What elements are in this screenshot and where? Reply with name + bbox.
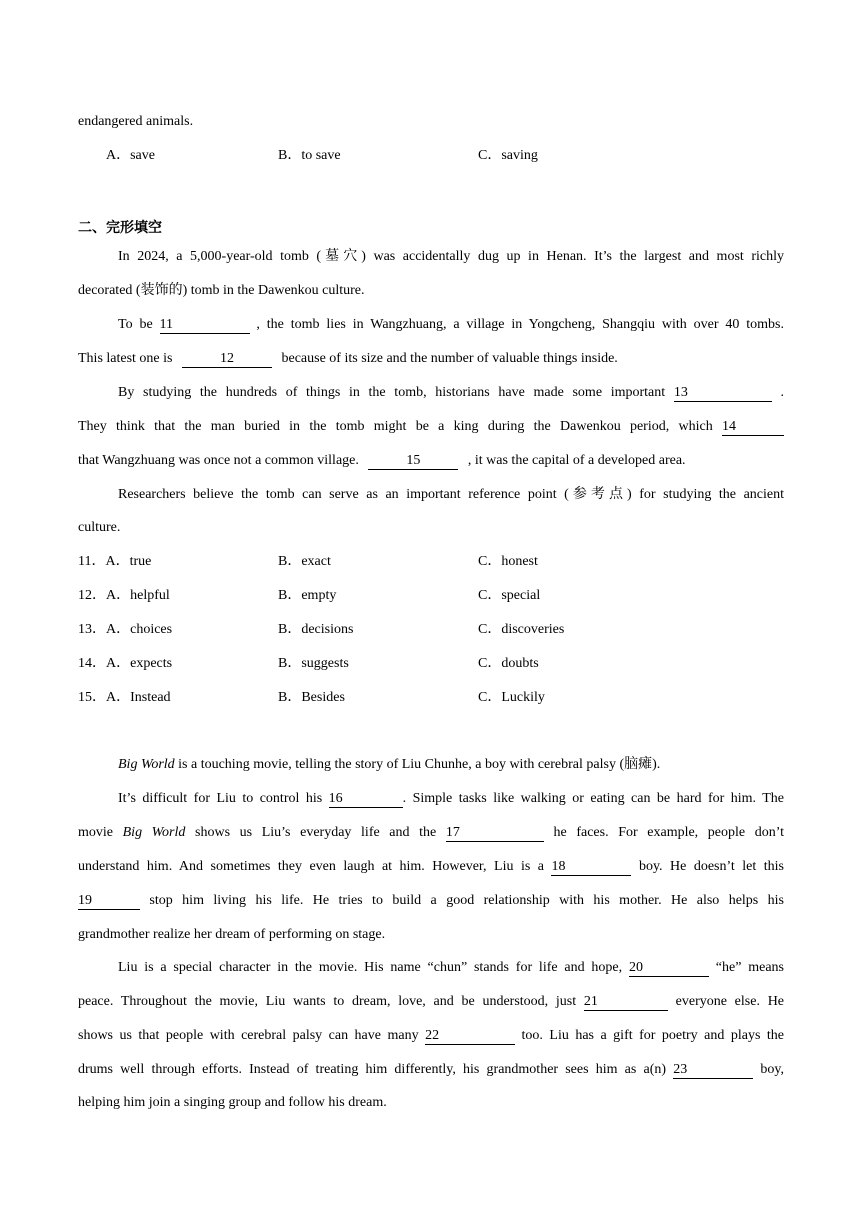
p7-line-4 (78, 1060, 784, 1080)
blank-21: 21 (584, 994, 668, 1011)
text-run: , it was the capital of a developed area. (467, 453, 686, 468)
blank-19: 19 (78, 893, 140, 910)
text-run: By studying the hundreds of things in the tomb, historians have made some important (118, 385, 666, 400)
blank-16: 16 (329, 791, 403, 808)
q13-option-a: 13．A．choices (78, 622, 173, 637)
text-run: that Wangzhuang was once not a common village. (78, 453, 359, 468)
p6-line-2 (78, 823, 784, 843)
text-run: They think that the man buried in the tomb might be a king during the Dawenkou period, which (78, 419, 713, 434)
p1-line-1: In 2024, a 5,000-year-old tomb (墓穴) was accidentally dug up in Henan. It’s the largest and most richly (118, 249, 784, 264)
p4-line-2: culture. (78, 520, 121, 535)
text-run: because of its size and the number of valuable things inside. (281, 351, 618, 366)
blank-18: 18 (551, 859, 631, 876)
q12-option-a: 12．A．helpful (78, 588, 170, 603)
p2-line-2 (78, 349, 618, 369)
blank-13: 13 (674, 385, 772, 402)
text-run: To be (118, 317, 153, 332)
q12-option-c: C．special (478, 588, 541, 603)
q13-option-b: B．decisions (278, 622, 354, 637)
q14-option-b: B．suggests (278, 656, 349, 671)
q12-option-b: B．empty (278, 588, 337, 603)
p3-line-1 (78, 383, 784, 403)
p6-line-4 (78, 891, 784, 911)
movie-title: Big World (122, 825, 186, 840)
q10-option-b: B．to save (278, 148, 341, 163)
text-run: is a touching movie, telling the story of Liu Chunhe, a boy with cerebral palsy (脑瘫). (174, 757, 661, 772)
p3-line-2 (78, 417, 784, 437)
p7-line-5: helping him join a singing group and follow his dream. (78, 1095, 387, 1110)
p6-line-5: grandmother realize her dream of performing on stage. (78, 927, 386, 942)
p4-line-1: Researchers believe the tomb can serve as an important reference point (参考点) for studying the ancient (118, 487, 784, 502)
p7-line-3 (78, 1026, 784, 1046)
q10-stem-end: endangered animals. (78, 114, 194, 129)
blank-17: 17 (446, 825, 544, 842)
text-run: shows us that people with cerebral palsy can have many (78, 1028, 419, 1043)
blank-23: 23 (673, 1062, 753, 1079)
p5-line-1 (78, 755, 660, 775)
q11-option-a: 11．A．true (78, 554, 152, 569)
blank-20: 20 (629, 960, 709, 977)
p1-line-2: decorated (装饰的) tomb in the Dawenkou culture. (78, 283, 365, 298)
blank-14: 14 (722, 419, 784, 436)
text-run: boy. He doesn’t let this (638, 859, 784, 874)
p3-line-3 (78, 451, 686, 471)
q14-option-a: 14．A．expects (78, 656, 173, 671)
text-run: peace. Throughout the movie, Liu wants to dream, love, and be understood, just (78, 994, 577, 1009)
q13-option-c: C．discoveries (478, 622, 565, 637)
q11-option-b: B．exact (278, 554, 331, 569)
text-run: It’s difficult for Liu to control his (118, 791, 323, 806)
text-run: too. Liu has a gift for poetry and plays the (521, 1028, 784, 1043)
text-run: “he” means (715, 960, 784, 975)
p7-line-2 (78, 992, 784, 1012)
p2-line-1 (78, 315, 784, 335)
text-run: . Simple tasks like walking or eating can be hard for him. The (402, 791, 784, 806)
p7-line-1 (78, 958, 784, 978)
text-run: . (780, 385, 785, 400)
q15-option-a: 15．A．Instead (78, 690, 171, 705)
blank-11: 11 (160, 317, 250, 334)
movie-title: Big World (118, 757, 175, 772)
p6-line-3 (78, 857, 784, 877)
text-run: movie (78, 825, 113, 840)
blank-15: 15 (368, 453, 458, 470)
text-run: , the tomb lies in Wangzhuang, a village in Yongcheng, Shangqiu with over 40 tombs. (256, 317, 785, 332)
text-run: boy, (760, 1062, 784, 1077)
text-run: drums well through efforts. Instead of treating him differently, his grandmother sees him as a(n) (78, 1062, 667, 1077)
text-run: This latest one is (78, 351, 173, 366)
q15-option-c: C．Luckily (478, 690, 545, 705)
q14-option-c: C．doubts (478, 656, 539, 671)
blank-12: 12 (182, 351, 272, 368)
text-run: he faces. For example, people don’t (553, 825, 785, 840)
p6-line-1 (78, 789, 784, 809)
q15-option-b: B．Besides (278, 690, 345, 705)
text-run: understand him. And sometimes they even laugh at him. However, Liu is a (78, 859, 544, 874)
section-title: 二、完形填空 (78, 220, 162, 236)
q11-option-c: C．honest (478, 554, 538, 569)
blank-22: 22 (425, 1028, 515, 1045)
text-run: Liu is a special character in the movie. His name “chun” stands for life and hope, (118, 960, 623, 975)
text-run: shows us Liu’s everyday life and the (195, 825, 437, 840)
text-run: stop him living his life. He tries to build a good relationship with his mother. He also helps his (149, 893, 785, 908)
q10-option-c: C．saving (478, 148, 538, 163)
text-run: everyone else. He (675, 994, 785, 1009)
q10-option-a: A．save (106, 148, 155, 163)
